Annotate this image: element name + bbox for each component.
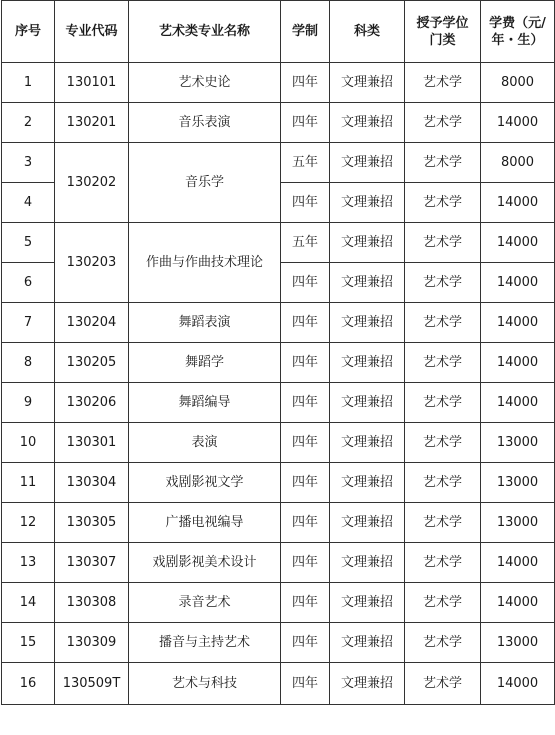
- cell-code: 130301: [55, 423, 129, 463]
- cell-fee: 8000: [481, 143, 555, 183]
- cell-category: 文理兼招: [330, 103, 405, 143]
- cell-duration: 四年: [281, 63, 330, 103]
- header-degree: [405, 1, 481, 63]
- cell-degree: 艺术学: [405, 263, 481, 303]
- cell-degree: 艺术学: [405, 663, 481, 705]
- cell-category: 文理兼招: [330, 383, 405, 423]
- cell-seq: 3: [2, 143, 55, 183]
- cell-seq: 9: [2, 383, 55, 423]
- table-row: [2, 103, 555, 143]
- cell-category: 文理兼招: [330, 303, 405, 343]
- header-fee: [481, 1, 555, 63]
- cell-seq: 15: [2, 623, 55, 663]
- cell-duration: 五年: [281, 223, 330, 263]
- cell-seq: 6: [2, 263, 55, 303]
- cell-name: 舞蹈学: [129, 343, 281, 383]
- cell-code: 130307: [55, 543, 129, 583]
- cell-code: 130305: [55, 503, 129, 543]
- cell-code: 130204: [55, 303, 129, 343]
- cell-code: 130205: [55, 343, 129, 383]
- cell-code: 130308: [55, 583, 129, 623]
- cell-category: 文理兼招: [330, 183, 405, 223]
- cell-name: 录音艺术: [129, 583, 281, 623]
- cell-fee: 13000: [481, 423, 555, 463]
- header-degree-line1: 授予学位: [416, 15, 469, 31]
- table-row: [2, 583, 555, 623]
- table-row: [2, 503, 555, 543]
- cell-category: 文理兼招: [330, 423, 405, 463]
- cell-name: 表演: [129, 423, 281, 463]
- table-row: [2, 623, 555, 663]
- cell-fee: 8000: [481, 63, 555, 103]
- cell-seq: 7: [2, 303, 55, 343]
- table-row: [2, 663, 555, 705]
- cell-name: 戏剧影视文学: [129, 463, 281, 503]
- cell-fee: 14000: [481, 223, 555, 263]
- table-row: [2, 343, 555, 383]
- header-duration: 学制: [281, 1, 330, 63]
- cell-degree: 艺术学: [405, 143, 481, 183]
- cell-duration: 四年: [281, 583, 330, 623]
- cell-name: 音乐学: [129, 143, 281, 223]
- table-row: [2, 543, 555, 583]
- cell-code: 130206: [55, 383, 129, 423]
- cell-fee: 13000: [481, 623, 555, 663]
- cell-degree: 艺术学: [405, 623, 481, 663]
- cell-duration: 四年: [281, 623, 330, 663]
- table-row: [2, 63, 555, 103]
- cell-degree: 艺术学: [405, 103, 481, 143]
- cell-seq: 14: [2, 583, 55, 623]
- table-row: [2, 303, 555, 343]
- cell-duration: 四年: [281, 543, 330, 583]
- cell-degree: 艺术学: [405, 503, 481, 543]
- table-row: [2, 383, 555, 423]
- cell-name: 作曲与作曲技术理论: [129, 223, 281, 303]
- cell-category: 文理兼招: [330, 503, 405, 543]
- cell-category: 文理兼招: [330, 583, 405, 623]
- cell-duration: 四年: [281, 463, 330, 503]
- cell-degree: 艺术学: [405, 63, 481, 103]
- cell-code: 130202: [55, 143, 129, 223]
- cell-seq: 11: [2, 463, 55, 503]
- cell-fee: 14000: [481, 303, 555, 343]
- cell-degree: 艺术学: [405, 303, 481, 343]
- cell-duration: 四年: [281, 103, 330, 143]
- cell-seq: 13: [2, 543, 55, 583]
- cell-seq: 1: [2, 63, 55, 103]
- header-seq: 序号: [2, 1, 55, 63]
- cell-seq: 8: [2, 343, 55, 383]
- cell-seq: 12: [2, 503, 55, 543]
- cell-name: 戏剧影视美术设计: [129, 543, 281, 583]
- cell-fee: 14000: [481, 103, 555, 143]
- table-row: [2, 463, 555, 503]
- cell-fee: 14000: [481, 383, 555, 423]
- cell-category: 文理兼招: [330, 623, 405, 663]
- table-row: [2, 143, 555, 183]
- header-category: 科类: [330, 1, 405, 63]
- cell-name: 音乐表演: [129, 103, 281, 143]
- cell-category: 文理兼招: [330, 463, 405, 503]
- cell-fee: 14000: [481, 543, 555, 583]
- cell-degree: 艺术学: [405, 383, 481, 423]
- cell-degree: 艺术学: [405, 583, 481, 623]
- cell-fee: 14000: [481, 343, 555, 383]
- cell-category: 文理兼招: [330, 143, 405, 183]
- cell-code: 130309: [55, 623, 129, 663]
- cell-name: 广播电视编导: [129, 503, 281, 543]
- cell-category: 文理兼招: [330, 223, 405, 263]
- cell-fee: 13000: [481, 503, 555, 543]
- header-fee-line1: 学费（元/: [489, 15, 546, 31]
- header-fee-line2: 年・生）: [491, 32, 544, 48]
- cell-duration: 四年: [281, 303, 330, 343]
- cell-duration: 四年: [281, 663, 330, 705]
- header-name: 艺术类专业名称: [129, 1, 281, 63]
- cell-duration: 四年: [281, 183, 330, 223]
- cell-fee: 13000: [481, 463, 555, 503]
- cell-duration: 四年: [281, 343, 330, 383]
- cell-degree: 艺术学: [405, 183, 481, 223]
- cell-category: 文理兼招: [330, 543, 405, 583]
- cell-degree: 艺术学: [405, 423, 481, 463]
- cell-category: 文理兼招: [330, 663, 405, 705]
- cell-fee: 14000: [481, 583, 555, 623]
- cell-seq: 10: [2, 423, 55, 463]
- cell-seq: 2: [2, 103, 55, 143]
- cell-category: 文理兼招: [330, 343, 405, 383]
- cell-degree: 艺术学: [405, 463, 481, 503]
- cell-name: 艺术与科技: [129, 663, 281, 705]
- cell-category: 文理兼招: [330, 63, 405, 103]
- table-row: [2, 223, 555, 263]
- cell-code: 130101: [55, 63, 129, 103]
- header-degree-line2: 门类: [429, 32, 456, 48]
- cell-name: 艺术史论: [129, 63, 281, 103]
- cell-code: 130203: [55, 223, 129, 303]
- cell-category: 文理兼招: [330, 263, 405, 303]
- cell-name: 舞蹈编导: [129, 383, 281, 423]
- cell-code: 130201: [55, 103, 129, 143]
- cell-degree: 艺术学: [405, 343, 481, 383]
- cell-duration: 四年: [281, 423, 330, 463]
- cell-seq: 5: [2, 223, 55, 263]
- cell-duration: 五年: [281, 143, 330, 183]
- header-row: [2, 1, 555, 63]
- cell-code: 130304: [55, 463, 129, 503]
- table-row: [2, 423, 555, 463]
- header-code: 专业代码: [55, 1, 129, 63]
- cell-degree: 艺术学: [405, 223, 481, 263]
- cell-duration: 四年: [281, 383, 330, 423]
- cell-code: 130509T: [55, 663, 129, 705]
- cell-degree: 艺术学: [405, 543, 481, 583]
- cell-fee: 14000: [481, 663, 555, 705]
- cell-name: 舞蹈表演: [129, 303, 281, 343]
- cell-fee: 14000: [481, 263, 555, 303]
- cell-duration: 四年: [281, 263, 330, 303]
- cell-fee: 14000: [481, 183, 555, 223]
- cell-seq: 16: [2, 663, 55, 705]
- cell-name: 播音与主持艺术: [129, 623, 281, 663]
- cell-seq: 4: [2, 183, 55, 223]
- cell-duration: 四年: [281, 503, 330, 543]
- majors-table: [1, 0, 555, 705]
